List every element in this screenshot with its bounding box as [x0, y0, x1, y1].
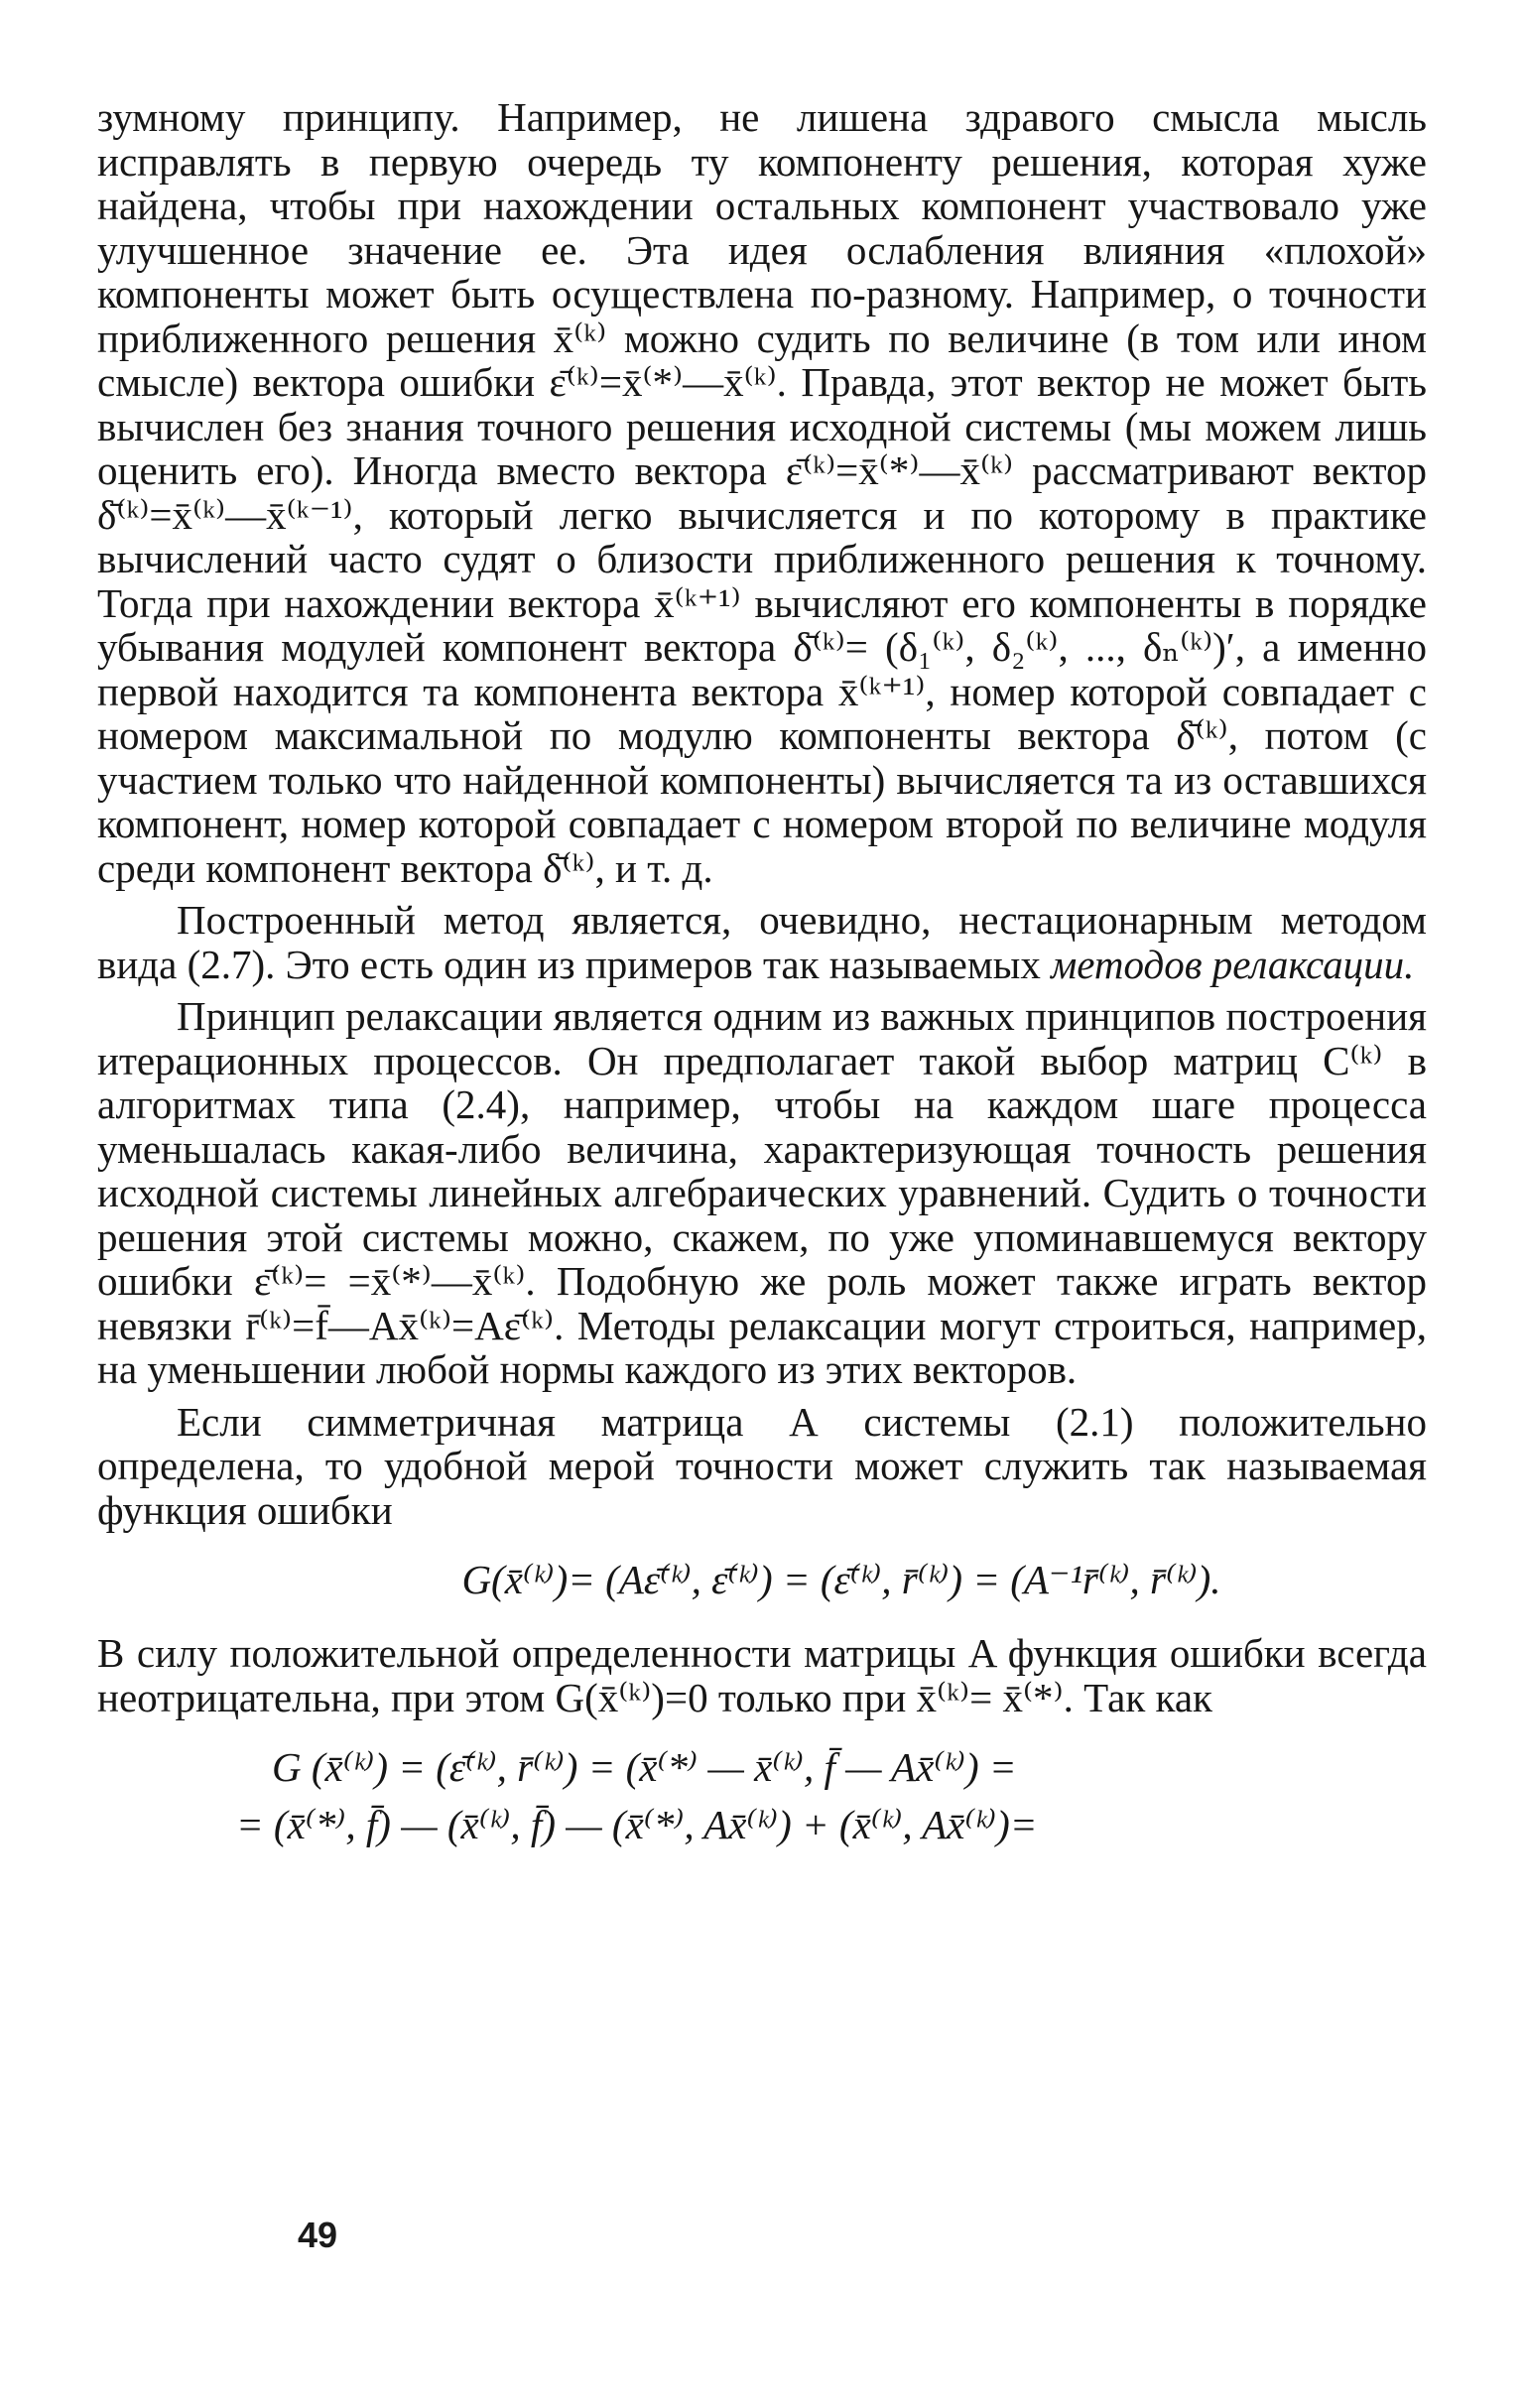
- formula-expansion-line-2: = (x̄⁽*⁾, f̄) — (x̄⁽ᵏ⁾, f̄) — (x̄⁽*⁾, Ax̄⁽ᵏ⁾) + (x̄⁽ᵏ⁾, Ax̄⁽ᵏ⁾)=: [236, 1802, 1038, 1847]
- formula-error-function: G(x̄⁽ᵏ⁾)= (Aε̄⁽ᵏ⁾, ε̄⁽ᵏ⁾) = (ε̄⁽ᵏ⁾, r̄⁽ᵏ⁾) = (A⁻¹r̄⁽ᵏ⁾, r̄⁽ᵏ⁾).: [461, 1557, 1221, 1602]
- paragraph-method-text: Построенный метод является, очевидно, нестационарным методом вида (2.7). Это есть один из примеров так называемых: [97, 897, 1427, 987]
- paragraph-relaxation-principle: Принцип релаксации является одним из важных принципов построения итерационных процессов. Он предполагает такой выбор матриц C⁽ᵏ⁾ в алгоритмах типа (2.4), например, чтобы на каждом шаге процесса уменьшалась какая-либо величина, характеризующая точность решения исходной системы линейных алгебраических уравнений. Судить о точности решения этой системы можно, скажем, по уже упоминавшемуся вектору ошибки ε̄⁽ᵏ⁾= =x̄⁽*⁾—x̄⁽ᵏ⁾. Подобную же роль может также играть вектор невязки r̄⁽ᵏ⁾=f̄—Ax̄⁽ᵏ⁾=Aε̄⁽ᵏ⁾. Методы релаксации могут строиться, например, на уменьшении любой нормы каждого из этих векторов.: [97, 993, 1427, 1392]
- paragraph-error-function-intro: Если симметричная матрица А системы (2.1) положительно определена, то удобной мерой точности может служить так называемая функция ошибки: [97, 1398, 1427, 1533]
- term-relaxation-methods: методов релаксации.: [1051, 941, 1415, 987]
- paragraph-positive-definiteness: В силу положительной определенности матрицы A функция ошибки всегда неотрицательна, при этом G(x̄⁽ᵏ⁾)=0 только при x̄⁽ᵏ⁾= x̄⁽*⁾. Так как: [97, 1630, 1427, 1720]
- page-content: [97, 95, 1427, 1850]
- paragraph-method-definition: [97, 898, 1427, 986]
- formula-expansion-line-1: G (x̄⁽ᵏ⁾) = (ε̄⁽ᵏ⁾, r̄⁽ᵏ⁾) = (x̄⁽*⁾ — x̄⁽ᵏ⁾, f̄ — Ax̄⁽ᵏ⁾) =: [272, 1744, 1017, 1790]
- page-number: 49: [298, 2215, 338, 2255]
- paragraph-relaxation-idea: зумному принципу. Например, не лишена здравого смысла мысль исправлять в первую очередь ту компоненту решения, которая хуже найдена, чтобы при нахождении остальных компонент участвовало уже улучшенное значение ее. Эта идея ослабления влияния «плохой» компоненты может быть осуществлена по-разному. Например, о точности приближенного решения x̄⁽ᵏ⁾ можно судить по величине (в том или ином смысле) вектора ошибки ε̄⁽ᵏ⁾=x̄⁽*⁾—x̄⁽ᵏ⁾. Правда, этот вектор не может быть вычислен без знания точного решения исходной системы (мы можем лишь оценить его). Иногда вместо вектора ε̄⁽ᵏ⁾=x̄⁽*⁾—x̄⁽ᵏ⁾ рассматривают вектор δ̄⁽ᵏ⁾=x̄⁽ᵏ⁾—x̄⁽ᵏ⁻¹⁾, который легко вычисляется и по которому в практике вычислений часто судят о близости приближенного решения к точному. Тогда при нахождении вектора x̄⁽ᵏ⁺¹⁾ вычисляют его компоненты в порядке убывания модулей компонент вектора δ̄⁽ᵏ⁾= (δ₁⁽ᵏ⁾, δ₂⁽ᵏ⁾, ..., δₙ⁽ᵏ⁾)′, а именно первой находится та компонента вектора x̄⁽ᵏ⁺¹⁾, номер которой совпадает с номером максимальной по модулю компоненты вектора δ̄⁽ᵏ⁾, потом (с участием только что найденной компоненты) вычисляется та из оставшихся компонент, номер которой совпадает с номером второй по величине модуля среди компонент вектора δ̄⁽ᵏ⁾, и т. д.: [97, 94, 1427, 891]
